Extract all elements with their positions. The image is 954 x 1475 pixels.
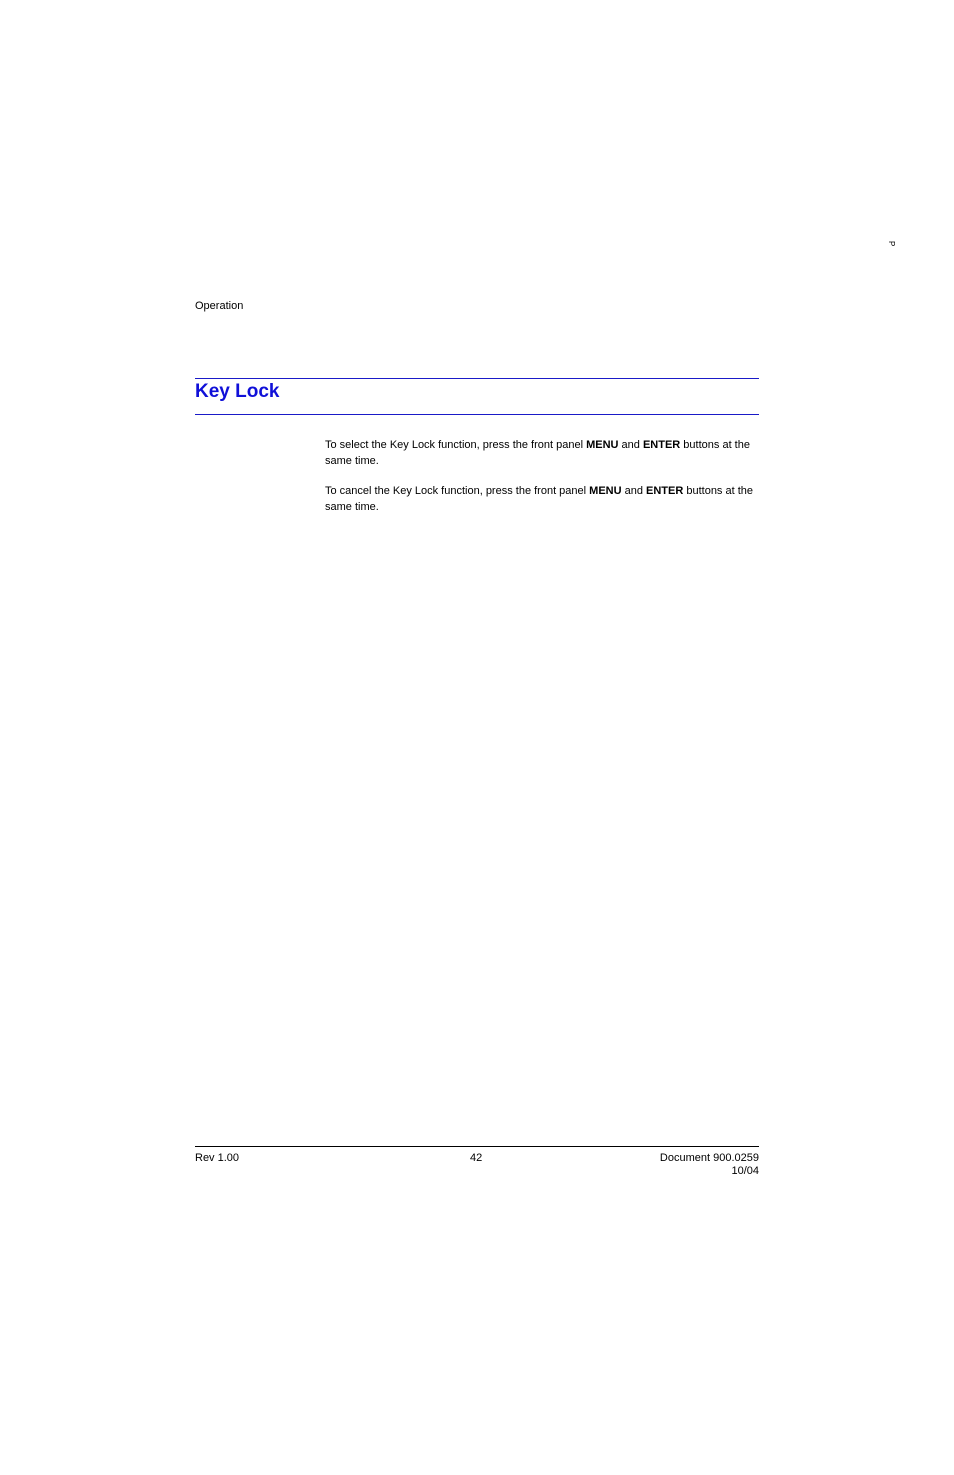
menu-key-label: MENU <box>586 439 619 451</box>
paragraph-cancel-key-lock <box>325 483 759 515</box>
section-title: Key Lock <box>195 381 280 402</box>
footer-document-number: Document 900.0259 <box>659 1152 759 1164</box>
title-bottom-rule <box>195 414 759 415</box>
menu-key-label: MENU <box>589 485 622 497</box>
side-mark: P <box>887 241 896 247</box>
paragraph-text: To select the Key Lock function, press the front panel <box>325 439 587 451</box>
footer-revision: Rev 1.00 <box>195 1152 240 1164</box>
footer-page-number: 42 <box>470 1152 483 1164</box>
footer-document-date: 10/04 <box>731 1165 759 1177</box>
paragraph-text: buttons at the same time. <box>325 485 754 513</box>
title-top-rule <box>195 378 759 379</box>
paragraph-text: To cancel the Key Lock function, press the front panel <box>325 485 590 497</box>
paragraph-text: and <box>618 439 643 451</box>
paragraph-select-key-lock <box>325 437 759 469</box>
paragraph-text: and <box>621 485 647 497</box>
enter-key-label: ENTER <box>642 439 681 451</box>
enter-key-label: ENTER <box>646 485 684 497</box>
running-header: Operation <box>195 300 244 312</box>
footer-document-info <box>660 1152 759 1178</box>
footer-rule <box>195 1146 759 1147</box>
paragraph-text: buttons at the same time. <box>325 439 750 467</box>
